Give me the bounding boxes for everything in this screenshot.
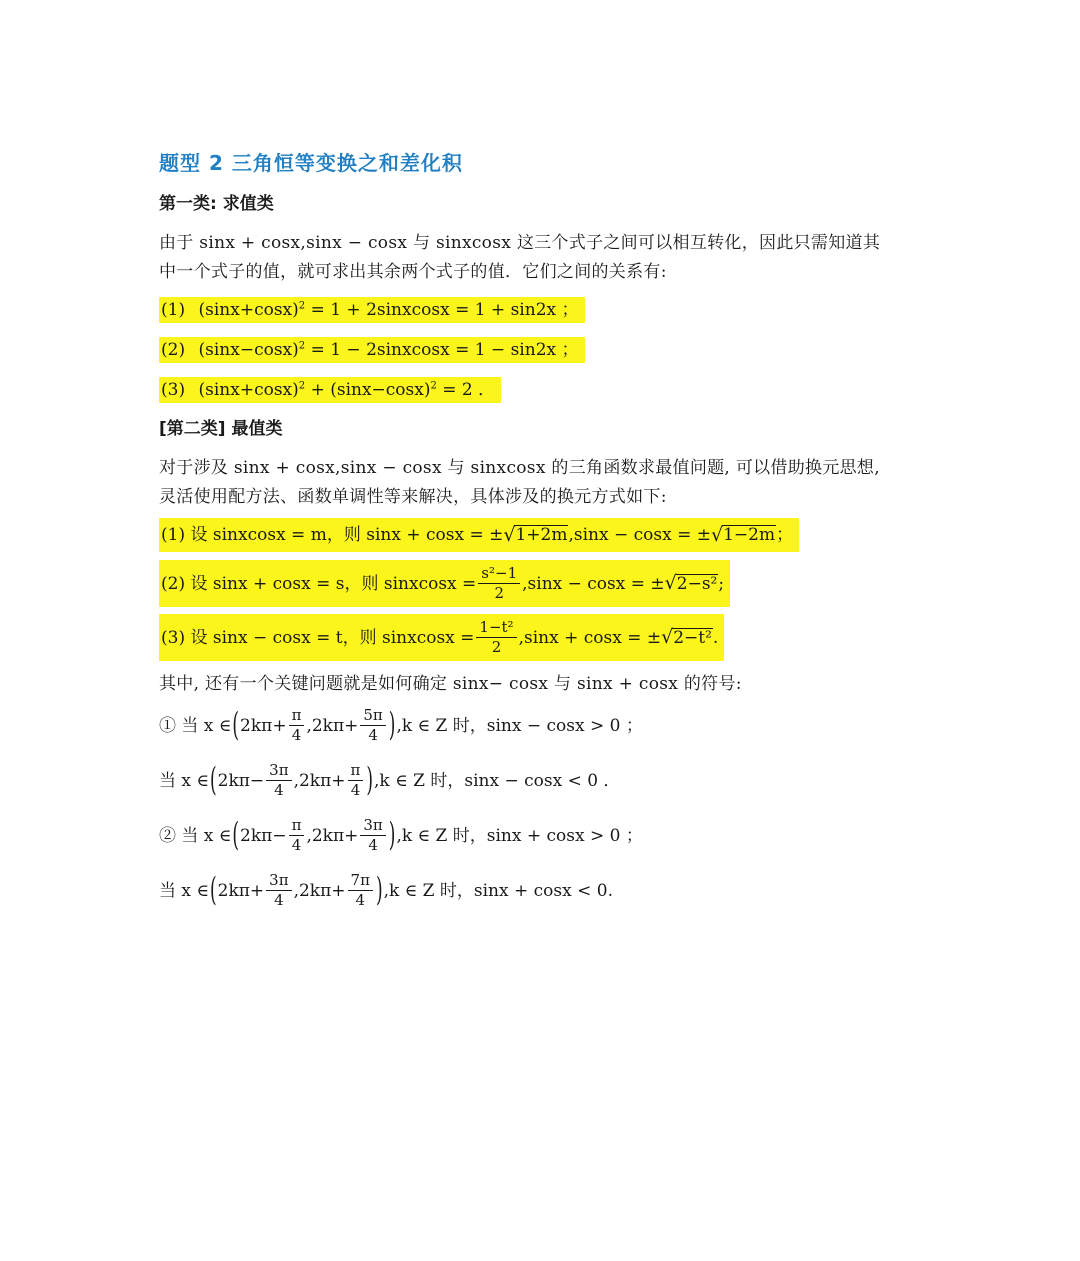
substitution-1-text-c: ；: [776, 525, 794, 545]
fraction-s-denominator: 2: [494, 584, 504, 602]
sign-case-1-a: 2kπ+: [240, 715, 287, 736]
sqrt-1-radicand: 1+2m: [515, 525, 568, 546]
fraction-t: [476, 620, 516, 655]
substitution-3-text-b: ,sinx + cosx = ±: [518, 627, 662, 648]
sign-case-4-frac-a-num: 3π: [266, 873, 291, 891]
page-title: 题型 2 三角恒等变换之和差化积: [159, 151, 463, 175]
substitution-1-text-b: ,sinx − cosx = ±: [568, 525, 711, 545]
fraction-s: [478, 566, 520, 601]
substitution-2-text-b: ,sinx − cosx = ±: [522, 573, 665, 594]
sign-case-2-b: ,2kπ+: [293, 770, 346, 791]
substitution-3: [159, 614, 724, 661]
sign-case-2-post: ,k ∈ Z 时，sinx − cosx < 0 ．: [374, 770, 621, 791]
formula-3-label: (3): [161, 380, 186, 400]
sign-case-2-pre: 当 x ∈: [159, 770, 209, 791]
sign-case-4-b: ,2kπ+: [293, 880, 346, 901]
sign-case-4-frac-b: [348, 873, 373, 908]
sign-case-2-a: 2kπ−: [217, 770, 265, 791]
sign-case-3-frac-b: [360, 818, 385, 853]
formula-1-label: (1): [161, 300, 186, 320]
section1-heading: 第一类: 求值类: [159, 194, 274, 214]
sign-case-4-pre: 当 x ∈: [159, 880, 209, 901]
sign-intro: 其中, 还有一个关键问题就是如何确定 sinx− cosx 与 sinx + cosx 的符号:: [159, 674, 742, 694]
formula-3: [159, 377, 501, 403]
sign-case-1-frac-b-den: 4: [368, 726, 378, 744]
sign-case-1-frac-a-den: 4: [291, 726, 302, 744]
sign-case-1: ① 当 x ∈ ( 2kπ+ $\frac{\pi}{4}$ ,2kπ+ $\frac{5\pi}{4}$ ) ,k ∈ Z 时，sinx − cosx > 0 ；: [159, 706, 643, 745]
formula-2-rhs: = 1 − 2sinxcosx = 1 − sin2x ；: [310, 340, 579, 360]
sign-case-3-frac-a: [289, 818, 305, 853]
sign-case-1-frac-a-num: π: [289, 708, 305, 726]
sign-case-1-frac-b: [360, 708, 385, 743]
formula-1-exp: 2: [298, 300, 306, 312]
formula-3-exp-b: 2: [430, 380, 437, 392]
section1-intro-line1: 由于 sinx + cosx,sinx − cosx 与 sinxcosx 这三个式子之间可以相互转化，因此只需知道其: [159, 233, 881, 253]
substitution-2-text-a: (2) 设 sinx + cosx = s，则 sinxcosx =: [161, 573, 477, 594]
sign-case-3-pre: ② 当 x ∈: [159, 825, 232, 846]
formula-3-exp-a: 2: [298, 380, 306, 392]
formula-2-lhs: (sinx−cosx): [198, 340, 299, 360]
sign-case-4-frac-a: [266, 873, 291, 908]
sqrt-2: √ 1−2m: [710, 523, 776, 546]
sign-case-1-pre: ① 当 x ∈: [159, 715, 232, 736]
sign-case-1-b: ,2kπ+: [306, 715, 359, 736]
substitution-2-text-c: ;: [718, 573, 725, 594]
substitution-3-text-a: (3) 设 sinx − cosx = t，则 sinxcosx =: [161, 627, 475, 648]
substitution-2: [159, 560, 730, 607]
substitution-1: [159, 518, 799, 552]
sign-case-4: 当 x ∈ ( 2kπ+ $\frac{3\pi}{4}$ ,2kπ+ $\frac{7\pi}{4}$ ) ,k ∈ Z 时，sinx + cosx < 0.: [159, 871, 613, 910]
sign-case-2: 当 x ∈ ( 2kπ− $\frac{3\pi}{4}$ ,2kπ+ $\frac{\pi}{4}$ ) ,k ∈ Z 时，sinx − cosx < 0 ．: [159, 761, 621, 800]
sign-case-2-frac-a: [266, 763, 291, 798]
sign-case-3-frac-a-den: 4: [291, 836, 302, 854]
sign-case-2-frac-a-den: 4: [274, 781, 284, 799]
substitution-3-text-c: .: [712, 627, 719, 648]
sign-case-1-frac-b-num: 5π: [360, 708, 385, 726]
sign-case-4-frac-b-den: 4: [355, 891, 365, 909]
sign-case-4-post: ,k ∈ Z 时，sinx + cosx < 0.: [383, 880, 613, 901]
sign-case-2-frac-b-den: 4: [350, 781, 361, 799]
formula-2: [159, 337, 585, 363]
formula-1-rhs: = 1 + 2sinxcosx = 1 + sin2x ；: [310, 300, 579, 320]
formula-1-lhs: (sinx+cosx): [198, 300, 299, 320]
sign-case-2-frac-b: [348, 763, 364, 798]
sqrt-2-radicand: 1−2m: [723, 525, 776, 546]
sign-case-1-post: ,k ∈ Z 时，sinx − cosx > 0 ；: [396, 715, 643, 736]
formula-1: [159, 297, 585, 323]
sign-case-3: ② 当 x ∈ ( 2kπ− $\frac{\pi}{4}$ ,2kπ+ $\frac{3\pi}{4}$ ) ,k ∈ Z 时，sinx + cosx > 0 ；: [159, 816, 643, 855]
sign-case-2-frac-b-num: π: [348, 763, 364, 781]
substitution-1-text-a: (1) 设 sinxcosx = m，则 sinx + cosx = ±: [161, 525, 504, 545]
formula-2-label: (2): [161, 340, 186, 360]
sign-case-4-a: 2kπ+: [217, 880, 265, 901]
formula-3-lhs-b: + (sinx−cosx): [310, 380, 431, 400]
sign-case-3-frac-b-num: 3π: [360, 818, 385, 836]
formula-2-exp: 2: [298, 340, 306, 352]
fraction-t-denominator: 2: [491, 638, 502, 656]
sign-case-4-frac-b-num: 7π: [348, 873, 373, 891]
sign-case-3-frac-a-num: π: [289, 818, 305, 836]
section2-heading: [第二类] 最值类: [159, 419, 283, 439]
fraction-s-numerator: s²−1: [478, 566, 520, 584]
formula-3-lhs-a: (sinx+cosx): [198, 380, 299, 400]
sqrt-1: √ 1+2m: [503, 523, 568, 546]
sqrt-3-radicand: 2−s²: [676, 573, 718, 594]
formula-3-rhs: = 2 ．: [442, 380, 496, 400]
section2-intro-line2: 灵活使用配方法、函数单调性等来解决，具体涉及的换元方式如下:: [159, 487, 667, 507]
sqrt-4: √ 2−t²: [661, 626, 712, 649]
fraction-t-numerator: 1−t²: [476, 620, 516, 638]
sign-case-3-a: 2kπ−: [240, 825, 287, 846]
sign-case-3-frac-b-den: 4: [368, 836, 378, 854]
sqrt-4-radicand: 2−t²: [673, 627, 712, 648]
sign-case-1-frac-a: [289, 708, 305, 743]
section1-intro-line2: 中一个式子的值，就可求出其余两个式子的值．它们之间的关系有:: [159, 262, 667, 282]
sqrt-3: √ 2−s²: [664, 572, 718, 595]
section2-intro-line1: 对于涉及 sinx + cosx,sinx − cosx 与 sinxcosx 的三角函数求最值问题, 可以借助换元思想,: [159, 458, 880, 478]
sign-case-2-frac-a-num: 3π: [266, 763, 291, 781]
sign-case-3-b: ,2kπ+: [306, 825, 359, 846]
sign-case-3-post: ,k ∈ Z 时，sinx + cosx > 0 ；: [396, 825, 643, 846]
sign-case-4-frac-a-den: 4: [274, 891, 284, 909]
